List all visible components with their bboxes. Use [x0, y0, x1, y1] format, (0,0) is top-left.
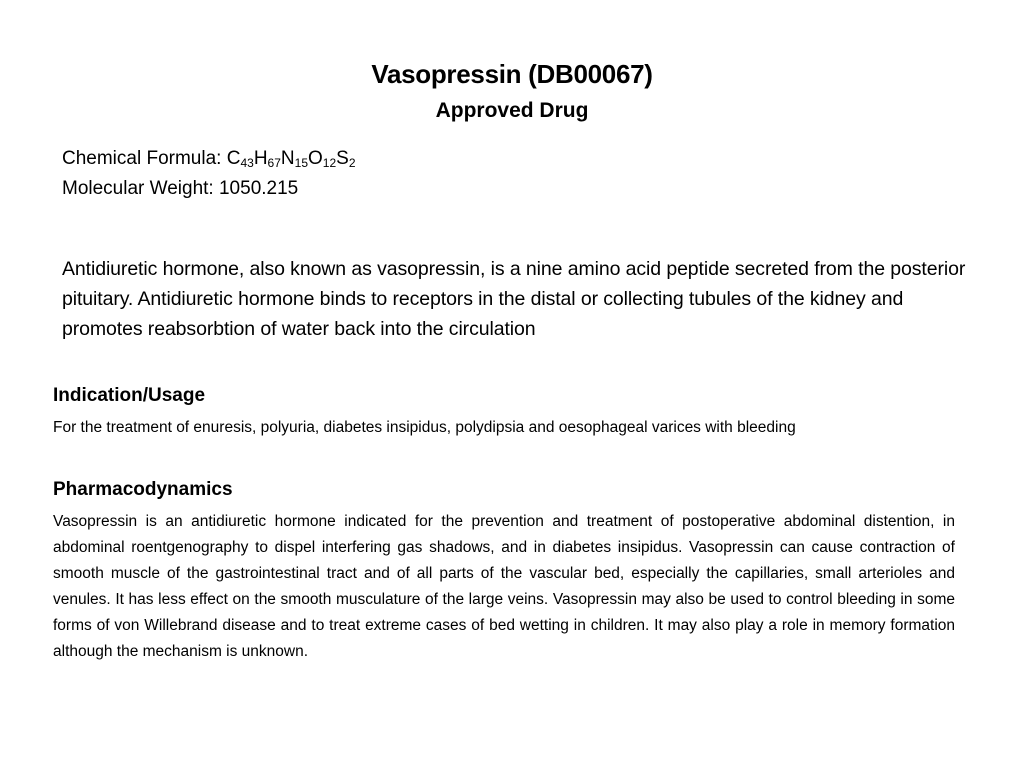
molecular-weight: Molecular Weight: 1050.215 [62, 178, 299, 199]
formula-count-c: 43 [240, 156, 254, 170]
drug-properties [62, 144, 982, 204]
chemical-formula [62, 144, 982, 174]
chemical-formula-label: Chemical Formula: [62, 148, 227, 169]
formula-element-o: O [308, 148, 323, 169]
indication-heading: Indication/Usage [53, 385, 206, 406]
formula-count-n: 15 [294, 156, 308, 170]
formula-element-h: H [253, 148, 268, 169]
pharmacodynamics-heading: Pharmacodynamics [53, 479, 233, 500]
formula-element-n: N [280, 148, 295, 169]
page-title: Vasopressin (DB00067) [371, 59, 653, 89]
title-block [0, 58, 1024, 126]
formula-element-c: C [226, 148, 241, 169]
page-subtitle: Approved Drug [435, 99, 589, 122]
formula-count-o: 12 [322, 156, 337, 170]
pharmacodynamics-text: Vasopressin is an antidiuretic hormone indicated for the prevention and treatment of postoperative abdominal distention, in abdominal roentgenography to dispel interfering gas shadows, and in diabetes insipidus. Vasopressin can cause contraction of smooth muscle of the gastrointestinal tract and of all parts of the vascular bed, especially the capillaries, small arterioles and venules. It has less effect on the smooth musculature of the large veins. Vasopressin may also be used to control bleeding in some forms of von Willebrand disease and to treat extreme cases of bed wetting in children. It may also play a role in memory formation although the mechanism is unknown. [53, 513, 955, 660]
indication-text: For the treatment of enuresis, polyuria, diabetes insipidus, polydipsia and oesophageal varices with bleeding [53, 419, 796, 436]
formula-count-h: 67 [267, 156, 281, 170]
formula-element-s: S [336, 148, 349, 169]
drug-description: Antidiuretic hormone, also known as vasopressin, is a nine amino acid peptide secreted from the posterior pituitary. Antidiuretic hormone binds to receptors in the distal or collecting tubules of the kidney and promotes reabsorbtion of water back into the circulation [62, 258, 966, 340]
formula-count-s: 2 [348, 156, 356, 170]
